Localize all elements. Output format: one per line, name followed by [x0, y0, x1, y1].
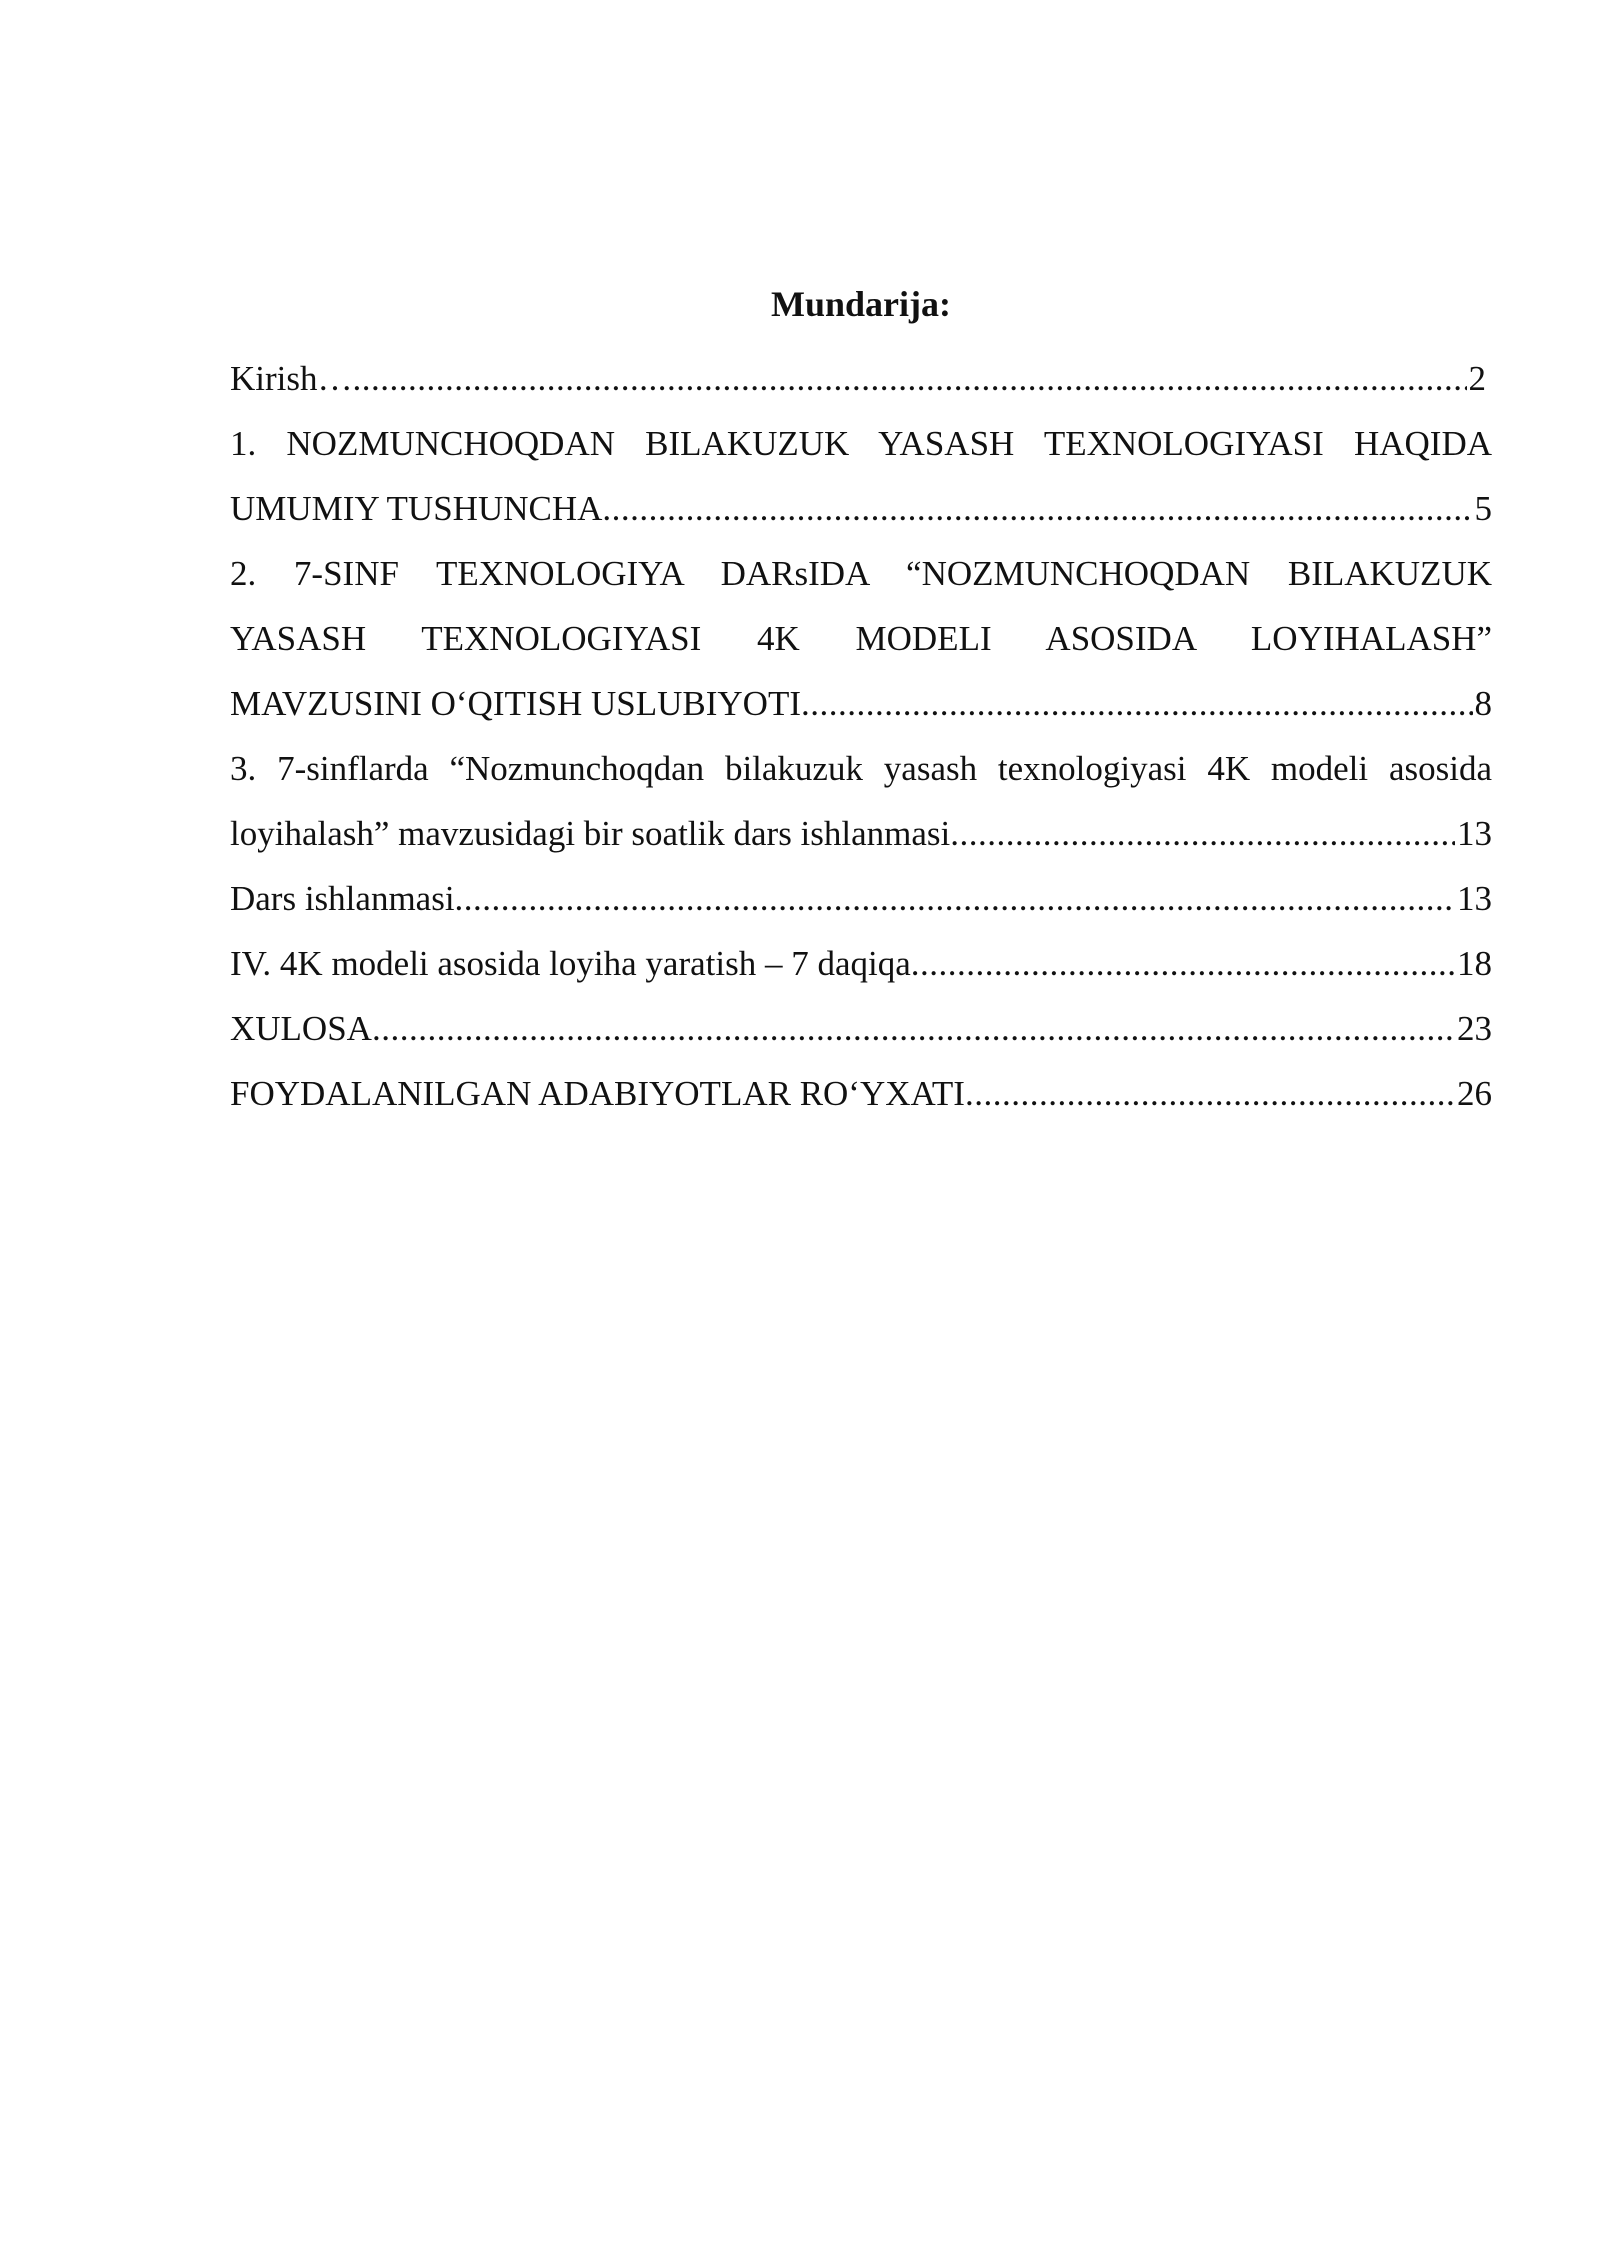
toc-page-number: 26 [1457, 1074, 1492, 1113]
document-page [230, 282, 1492, 1126]
toc-page-number: 8 [1474, 684, 1492, 723]
toc-dot-leader [911, 931, 1455, 996]
toc-entry-line [230, 996, 1492, 1061]
toc-dot-leader [602, 476, 1472, 541]
toc-entry-text: MAVZUSINI O‘QITISH USLUBIYOTI [230, 684, 801, 723]
toc-entry-line [230, 801, 1492, 866]
toc-entry-heading-line: 2. 7-SINF TEXNOLOGIYA DARsIDA “NOZMUNCHOQDAN BILAKUZUK [230, 554, 1492, 593]
toc-entry-line [230, 1061, 1492, 1126]
toc-entry-line [230, 866, 1492, 931]
toc-dot-leader [801, 671, 1473, 736]
toc-entry-section-3 [230, 736, 1492, 866]
toc-entry-bibliography [230, 1061, 1492, 1126]
toc-entry-heading-line: 1. NOZMUNCHOQDAN BILAKUZUK YASASH TEXNOLOGIYASI HAQIDA [230, 424, 1492, 463]
toc-page-number: 2 [1468, 359, 1486, 398]
toc-entry-text: XULOSA [230, 1009, 372, 1048]
toc-entry-heading-line: 3. 7-sinflarda “Nozmunchoqdan bilakuzuk yasash texnologiyasi 4K modeli asosida [230, 749, 1492, 788]
toc-entry-text: Kirish… [230, 359, 353, 398]
toc-entry-section-iv [230, 931, 1492, 996]
toc-page-number: 23 [1457, 1009, 1492, 1048]
toc-page-number: 13 [1457, 879, 1492, 918]
toc-entry-text: UMUMIY TUSHUNCHA [230, 489, 603, 528]
toc-title: Mundarija: [771, 284, 951, 324]
toc-entry-xulosa [230, 996, 1492, 1061]
toc-entry-heading-line: YASASH TEXNOLOGIYASI 4K MODELI ASOSIDA LOYIHALASH” [230, 619, 1492, 658]
toc-entry-line [230, 931, 1492, 996]
toc-entry-section-1 [230, 411, 1492, 541]
toc-page-number: 18 [1457, 944, 1492, 983]
table-of-contents [230, 346, 1492, 1126]
toc-entry-line [230, 346, 1486, 411]
toc-entry-dars-ishlanmasi [230, 866, 1492, 931]
toc-entry-kirish [230, 346, 1492, 411]
toc-entry-line [230, 671, 1492, 736]
toc-entry-line [230, 476, 1492, 541]
toc-entry-section-2 [230, 541, 1492, 736]
toc-page-number: 5 [1474, 489, 1492, 528]
toc-entry-text: loyihalash” mavzusidagi bir soatlik dars ishlanmasi [230, 814, 951, 853]
toc-dot-leader [372, 996, 1455, 1061]
toc-dot-leader [965, 1061, 1455, 1126]
toc-dot-leader [353, 346, 1467, 411]
toc-entry-text: Dars ishlanmasi [230, 879, 455, 918]
toc-entry-text: IV. 4K modeli asosida loyiha yaratish – 7 daqiqa [230, 944, 911, 983]
toc-dot-leader [455, 866, 1455, 931]
toc-page-number: 13 [1457, 814, 1492, 853]
toc-entry-text: FOYDALANILGAN ADABIYOTLAR RO‘YXATI [230, 1074, 965, 1113]
toc-dot-leader [950, 801, 1455, 866]
